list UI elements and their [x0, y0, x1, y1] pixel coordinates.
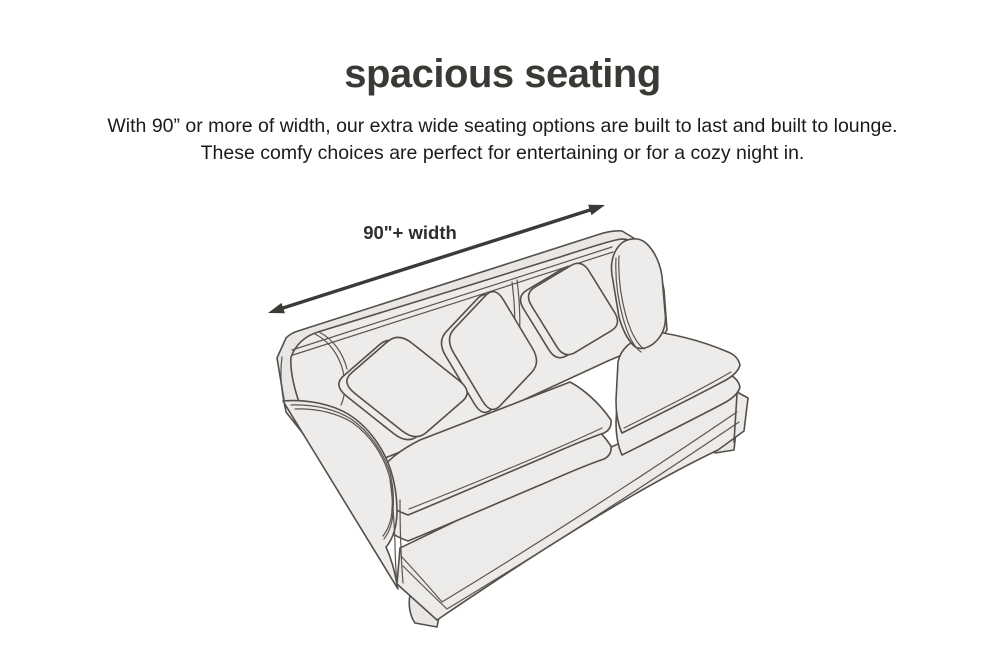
description-line-2: These comfy choices are perfect for entertaining or for a cozy night in.	[200, 142, 805, 164]
arrow-head-left	[268, 303, 285, 313]
page-title: spacious seating	[344, 52, 661, 96]
description-line-1: With 90” or more of width, our extra wide seating options are built to last and built to lounge.	[107, 115, 898, 137]
sofa-drawing	[277, 231, 748, 627]
dimension-label: 90"+ width	[363, 222, 457, 243]
arrow-head-right	[588, 205, 605, 215]
